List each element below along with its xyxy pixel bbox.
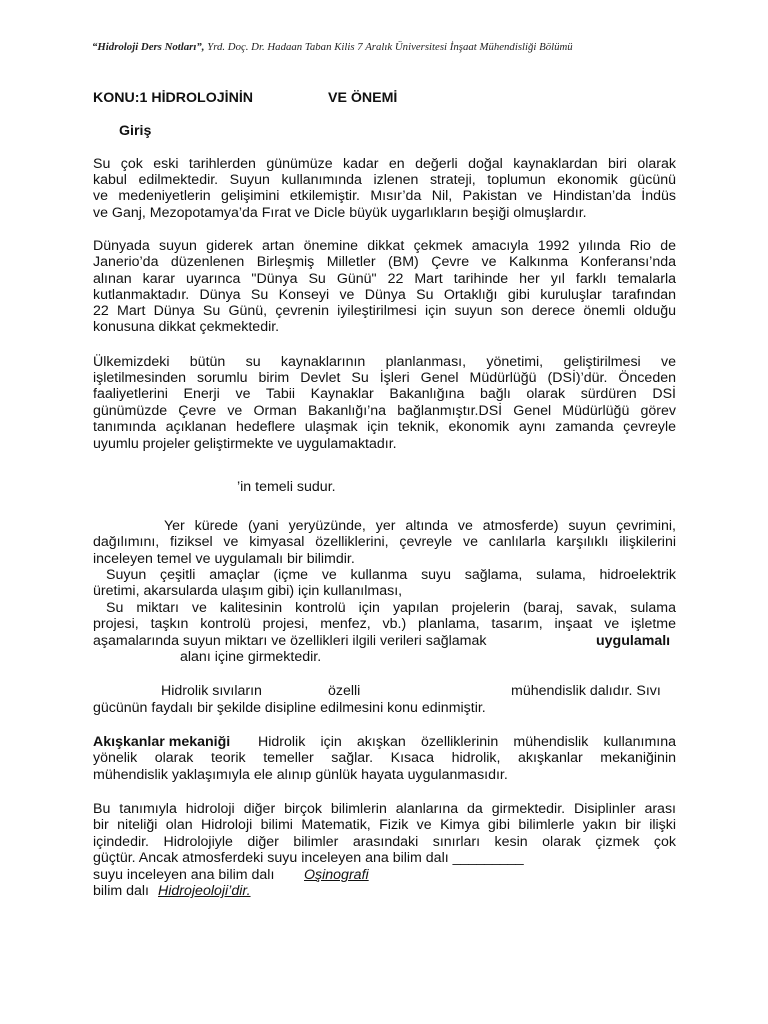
paragraph-line: güçtür. Ancak atmosferdeki suyu inceleyen ana bilim dalı _________: [93, 850, 524, 866]
paragraph-term-hidrojeoloji: Hidrojeoloji’dir.: [158, 883, 251, 899]
paragraph-line: Dünyada suyun giderek artan önemine dikkat çekmek amacıyla 1992 yılında Rio de: [93, 238, 676, 254]
paragraph-line: Su çok eski tarihlerden günümüze kadar en değerli doğal kaynaklardan biri olarak: [93, 156, 676, 172]
paragraph-line: işletilmesinden sorumlu birim Devlet Su İşleri Genel Müdürlüğü (DSİ)’dür. Önceden: [93, 370, 676, 386]
paragraph-line: projesi, taşkın kontrolü projesi, menfez, vb.) planlama, tasarım, inşaat ve işletme: [93, 616, 676, 632]
paragraph-line: alanı içine girmektedir.: [180, 649, 322, 665]
paragraph-line: Bu tanımıyla hidroloji diğer birçok bilimlerin alanlarına da girmektedir. Disiplinler arası: [93, 801, 676, 817]
paragraph-line: suyu inceleyen ana bilim dalı: [93, 867, 275, 883]
paragraph-line: Hidrolik için akışkan özelliklerinin mühendislik kullanımına: [258, 734, 676, 750]
paragraph-line: alınan karar uyarınca "Dünya Su Günü" 22 Mart tarihinde her yıl farklı temalarla: [93, 271, 676, 287]
paragraph-4: ’in temeli sudur.: [237, 479, 336, 495]
paragraph-line: içindedir. Hidrolojiyle diğer bilimler arasındaki sınırları kesin olarak çizmek çok: [93, 834, 676, 850]
page-header: [92, 41, 682, 53]
paragraph-line: uyumlu projeler geliştirmekte ve uygulamaktadır.: [93, 436, 397, 452]
paragraph-line: konusuna dikkat çekmektedir.: [93, 319, 280, 335]
paragraph-line: kabul edilmektedir. Suyun kullanımında izlenen strateji, toplumun ekonomik gücünü: [93, 172, 676, 188]
paragraph-line: ve Ganj, Mezopotamya’da Fırat ve Dicle büyük uygarlıkların beşiği olmuşlardır.: [93, 205, 587, 221]
paragraph-line: Suyun çeşitli amaçlar (içme ve kullanma suyu sağlama, sulama, hidroelektrik: [106, 567, 676, 583]
paragraph-line: yönelik olarak teorik temeller sağlar. Kısaca hidrolik, akışkanlar mekaniğinin: [93, 750, 676, 766]
title-part2: VE ÖNEMİ: [328, 90, 398, 106]
header-institution: Kilis 7 Aralık Üniversitesi İnşaat Mühendisliği Bölümü: [334, 41, 573, 53]
paragraph-line: gücünün faydalı bir şekilde disipline edilmesini konu edinmiştir.: [93, 700, 486, 716]
section-intro-heading: Giriş: [119, 123, 152, 139]
paragraph-fragment: özelli: [328, 683, 361, 699]
paragraph-line: faaliyetlerini Enerji ve Tabii Kaynaklar Bakanlığına bağlı olarak sürdüren DSİ: [93, 386, 676, 402]
paragraph-line: üretimi, akarsularda ulaşım gibi) için kullanılması,: [93, 583, 403, 599]
paragraph-fragment: mühendislik dalıdır. Sıvı: [511, 683, 661, 699]
paragraph-line: inceleyen temel ve uygulamalı bir bilimdir.: [93, 551, 355, 567]
paragraph-term-uygulamali: uygulamalı: [596, 633, 671, 649]
paragraph-line: Su miktarı ve kalitesinin kontrolü için yapılan projelerin (baraj, savak, sulama: [106, 600, 676, 616]
paragraph-line: Yer kürede (yani yeryüzünde, yer altında ve atmosferde) suyun çevrimini,: [164, 518, 676, 534]
paragraph-line: bir niteliği olan Hidroloji bilimi Matematik, Fizik ve Kimya gibi bilimlerle yakın bir ilişki: [93, 817, 676, 833]
paragraph-line: dağılımını, fiziksel ve kimyasal özelliklerini, çevreyle ve canlılarla karşılıklı ilişkilerini: [93, 534, 676, 550]
paragraph-line: Janerio’da düzenlenen Birleşmiş Milletler (BM) Çevre ve Kalkınma Konferansı’nda: [93, 254, 676, 270]
paragraph-line: tanımında açıklanan hedeflere ulaşmak için teknik, ekonomik aynı zamanda çevreyle: [93, 419, 676, 435]
paragraph-line: bilim dalı: [93, 883, 149, 899]
paragraph-line: Ülkemizdeki bütün su kaynaklarının planlanması, yönetimi, geliştirilmesi ve: [93, 354, 676, 370]
header-course: “Hidroloji Ders Notları”,: [92, 41, 205, 53]
paragraph-line: mühendislik yaklaşımıyla ele alınıp günlük hayata uygulanmasıdır.: [93, 767, 508, 783]
paragraph-line: ve medeniyetlerin gelişimini etkilemiştir. Mısır’da Nil, Pakistan ve Hindistan’da İndüs: [93, 188, 676, 204]
paragraph-line: 22 Mart Dünya Su Günü, çevrenin iyileştirilmesi için suyun son derece önemli olduğu: [93, 303, 676, 319]
paragraph-line: kutlanmaktadır. Dünya Su Konseyi ve Dünya Su Ortaklığı gibi kuruluşlar tarafından: [93, 287, 676, 303]
paragraph-term-osinografi: Oşinografi: [304, 867, 369, 883]
header-author: Yrd. Doç. Dr. Hadaan Taban: [207, 41, 332, 53]
title-part1: KONU:1 HİDROLOJİNİN: [93, 90, 254, 106]
paragraph-line: günümüzde Çevre ve Orman Bakanlığı’na bağlanmıştır.DSİ Genel Müdürlüğü görev: [93, 403, 676, 419]
paragraph-line: aşamalarında suyun miktarı ve özellikleri ilgili verileri sağlamak: [93, 633, 487, 649]
paragraph-fragment: Hidrolik sıvıların: [161, 683, 262, 699]
paragraph-term-akiskanlar: Akışkanlar mekaniği: [93, 734, 231, 750]
